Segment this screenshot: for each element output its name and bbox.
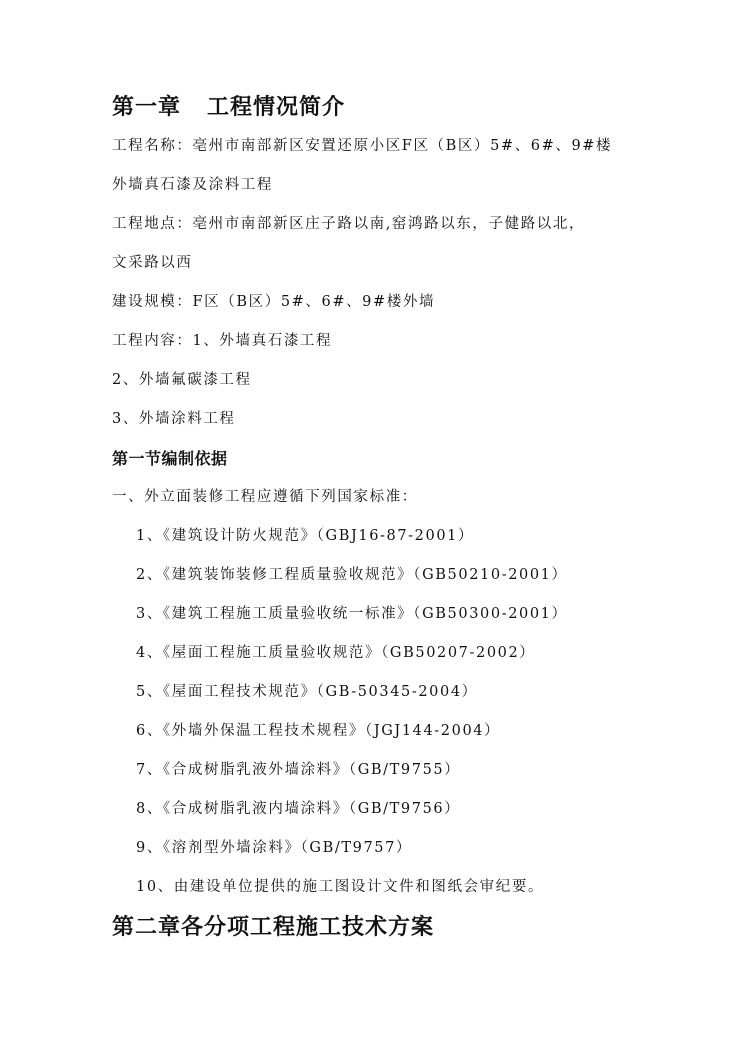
chapter-2-heading: 第二章各分项工程施工技术方案 xyxy=(112,914,435,940)
standard-item: 4、《屋面工程施工质量验收规范》（GB50207-2002） xyxy=(136,645,536,661)
standard-item: 1、《建筑设计防火规范》（GBJ16-87-2001） xyxy=(136,528,475,544)
section-1-heading: 第一节编制依据 xyxy=(112,449,228,468)
standard-item: 6、《外墙外保温工程技术规程》（JGJ144-2004） xyxy=(136,723,501,739)
standard-item: 3、《建筑工程施工质量验收统一标准》（GB50300-2001） xyxy=(136,606,568,622)
chapter-1-title: 工程情况简介 xyxy=(207,94,346,120)
standard-item: 9、《溶剂型外墙涂料》（GB/T9757） xyxy=(136,840,413,856)
project-name-line-1: 工程名称：亳州市南部新区安置还原小区F区（B区）5#、6#、9#楼 xyxy=(112,138,613,154)
project-location-line-2: 文采路以西 xyxy=(112,255,193,271)
project-location-line-1: 工程地点：亳州市南部新区庄子路以南,窑鸿路以东，子健路以北， xyxy=(112,216,586,232)
standard-item: 10、由建设单位提供的施工图设计文件和图纸会审纪要。 xyxy=(136,879,545,895)
chapter-1-number: 第一章 xyxy=(112,94,182,120)
section-1-intro: 一、外立面装修工程应遵循下列国家标准： xyxy=(112,489,418,505)
standard-item: 7、《合成树脂乳液外墙涂料》（GB/T9755） xyxy=(136,762,461,778)
standard-item: 5、《屋面工程技术规范》（GB-50345-2004） xyxy=(136,684,478,700)
chapter-1-heading xyxy=(112,92,345,122)
project-content-item-1: 工程内容：1、外墙真石漆工程 xyxy=(112,333,333,349)
project-content-item-2: 2、外墙氟碳漆工程 xyxy=(112,372,252,388)
standard-item: 8、《合成树脂乳液内墙涂料》（GB/T9756） xyxy=(136,801,461,817)
project-content-item-3: 3、外墙涂料工程 xyxy=(112,411,236,427)
standard-item: 2、《建筑装饰装修工程质量验收规范》（GB50210-2001） xyxy=(136,567,568,583)
project-name-line-2: 外墙真石漆及涂料工程 xyxy=(112,177,273,193)
project-scale: 建设规模：F区（B区）5#、6#、9#楼外墙 xyxy=(112,294,436,310)
